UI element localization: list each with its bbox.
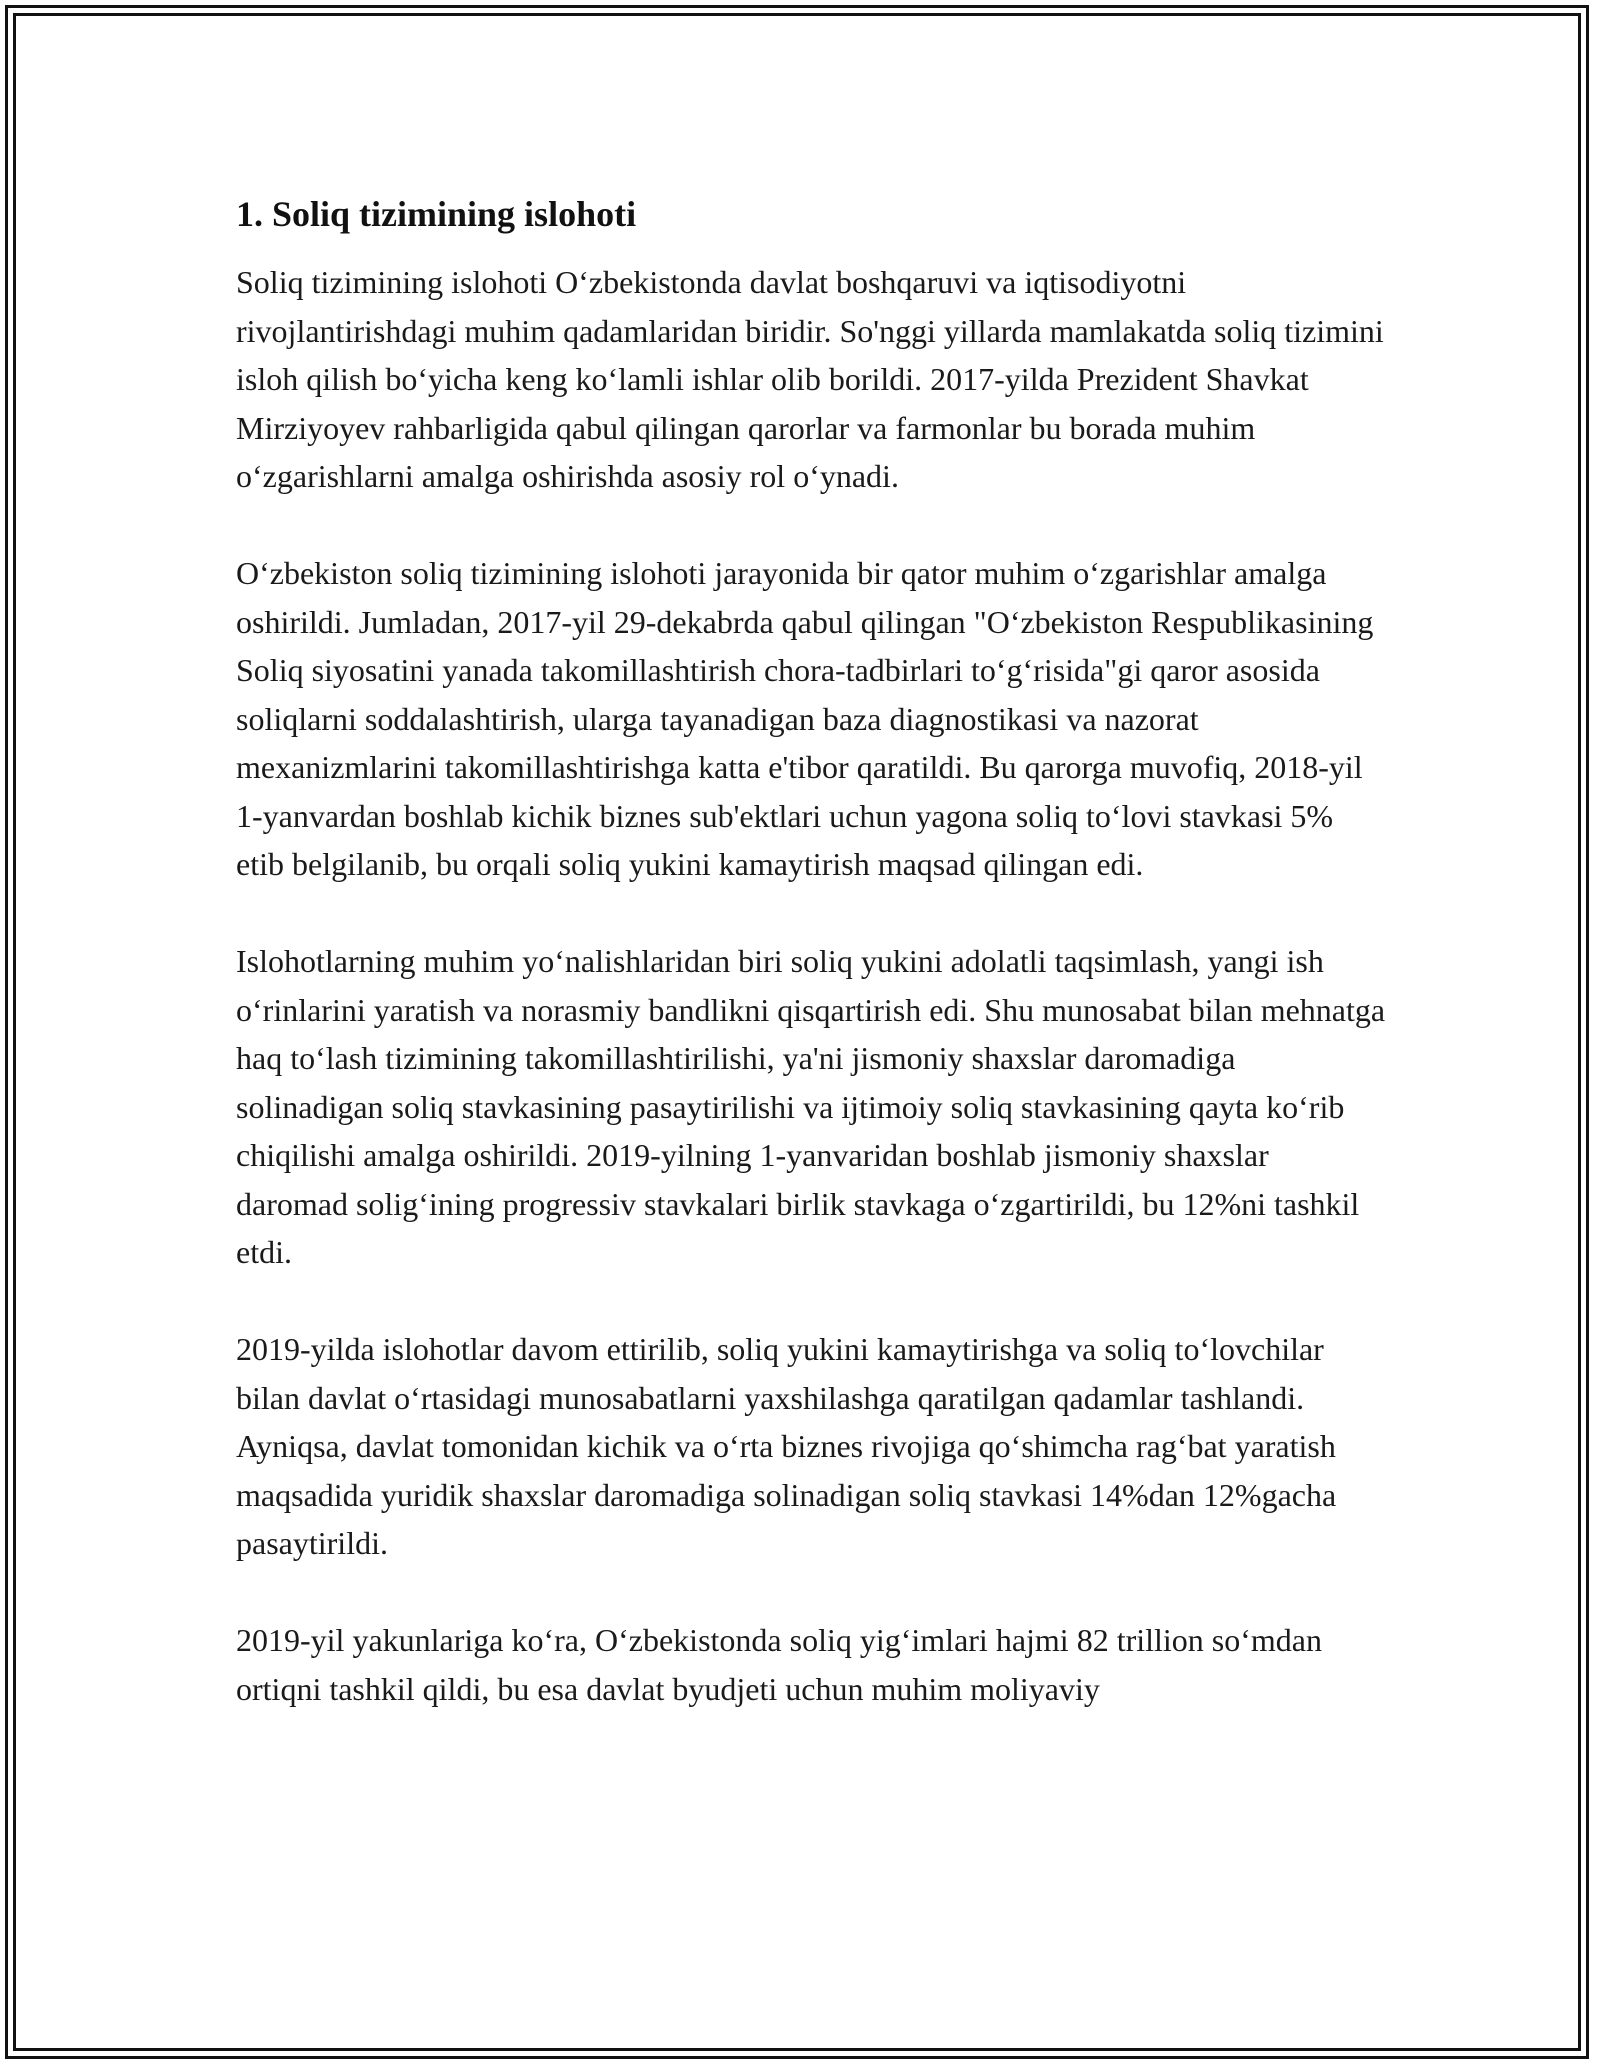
document-body [236,190,1386,1713]
section-heading: 1. Soliq tizimining islohoti [236,194,637,234]
paragraph-4: 2019-yilda islohotlar davom ettirilib, soliq yukini kamaytirishga va soliq to‘lovchilar bilan davlat o‘rtasidagi munosabatlarni yaxshilashga qaratilgan qadamlar tashlandi. Ayniqsa, davlat tomonidan kichik va o‘rta biznes rivojiga qo‘shimcha rag‘bat yaratish maqsadida yuridik shaxslar daromadiga solinadigan soliq stavkasi 14%dan 12%gacha pasaytirildi. [236,1331,1337,1561]
paragraph-2: O‘zbekiston soliq tizimining islohoti jarayonida bir qator muhim o‘zgarishlar amalga oshirildi. Jumladan, 2017-yil 29-dekabrda qabul qilingan "O‘zbekiston Respublikasining Soliq siyosatini yanada takomillashtirish chora-tadbirlari to‘g‘risida"gi qaror asosida soliqlarni soddalashtirish, ularga tayanadigan baza diagnostikasi va nazorat mexanizmlarini takomillashtirishga katta e'tibor qaratildi. Bu qarorga muvofiq, 2018-yil 1-yanvardan boshlab kichik biznes sub'ektlari uchun yagona soliq to‘lovi stavkasi 5% etib belgilanib, bu orqali soliq yukini kamaytirish maqsad qilingan edi. [236,555,1374,882]
paragraph-1: Soliq tizimining islohoti O‘zbekistonda davlat boshqaruvi va iqtisodiyotni rivojlantirishdagi muhim qadamlaridan biridir. So'nggi yillarda mamlakatda soliq tizimini isloh qilish bo‘yicha keng ko‘lamli ishlar olib borildi. 2017-yilda Prezident Shavkat Mirziyoyev rahbarligida qabul qilingan qarorlar va farmonlar bu borada muhim o‘zgarishlarni amalga oshirishda asosiy rol o‘ynadi. [236,264,1384,494]
paragraph-5: 2019-yil yakunlariga ko‘ra, O‘zbekistonda soliq yig‘imlari hajmi 82 trillion so‘mdan ortiqni tashkil qildi, bu esa davlat byudjeti uchun muhim moliyaviy [236,1622,1322,1707]
paragraph-3: Islohotlarning muhim yo‘nalishlaridan biri soliq yukini adolatli taqsimlash, yangi ish o‘rinlarini yaratish va norasmiy bandlikni qisqartirish edi. Shu munosabat bilan mehnatga haq to‘lash tizimining takomillashtirilishi, ya'ni jismoniy shaxslar daromadiga solinadigan soliq stavkasining pasaytirilishi va ijtimoiy soliq stavkasining qayta ko‘rib chiqilishi amalga oshirildi. 2019-yilning 1-yanvaridan boshlab jismoniy shaxslar daromad solig‘ining progressiv stavkalari birlik stavkaga o‘zgartirildi, bu 12%ni tashkil etdi. [236,943,1386,1270]
